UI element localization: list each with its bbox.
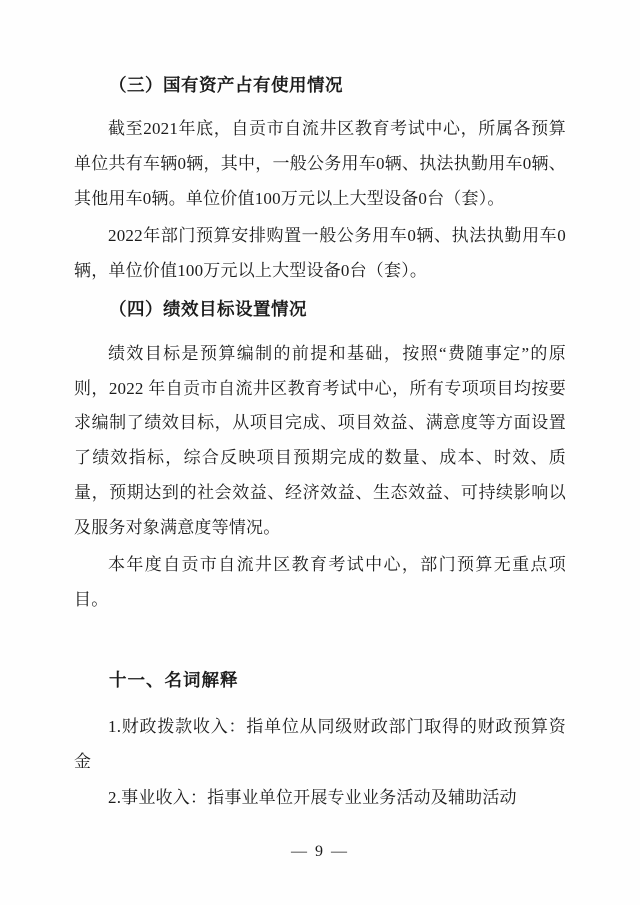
- paragraph-state-assets-status: 截至2021年底，自贡市自流井区教育考试中心，所属各预算单位共有车辆0辆，其中，一般公务用车0辆、执法执勤用车0辆、其他用车0辆。单位价值100万元以上大型设备0台（套）。: [74, 119, 566, 208]
- paragraph-no-key-projects: 本年度自贡市自流井区教育考试中心，部门预算无重点项目。: [74, 554, 566, 609]
- spacer: [74, 619, 566, 637]
- paragraph-glossary-item-2: 2.事业收入：指事业单位开展专业业务活动及辅助活动: [108, 788, 517, 808]
- paragraph-2022-vehicle-purchase: 2022年部门预算安排购置一般公务用车0辆、执法执勤用车0辆，单位价值100万元以上大型设备0台（套）。: [74, 225, 566, 280]
- paragraph-performance-target-description: 绩效目标是预算编制的前提和基础，按照“费随事定”的原则，2022 年自贡市自流井区教育考试中心，所有专项项目均按要求编制了绩效目标，从项目完成、项目效益、满意度等方面设置了绩效指标，综合反映项目预期完成的数量、成本、时效、质量，预期达到的社会效益、经济效益、生态效益、可持续影响以及服务对象满意度等情况。: [74, 343, 566, 537]
- paragraph-glossary-item-1: 1.财政拨款收入：指单位从同级财政部门取得的财政预算资金: [74, 716, 566, 771]
- page-number: — 9 —: [291, 843, 349, 860]
- document-body: [74, 72, 566, 816]
- subsection-heading-state-assets: （三）国有资产占有使用情况: [109, 75, 343, 95]
- subsection-heading-performance-targets: （四）绩效目标设置情况: [109, 299, 307, 320]
- section-heading-glossary: 十一、名词解释: [109, 670, 239, 691]
